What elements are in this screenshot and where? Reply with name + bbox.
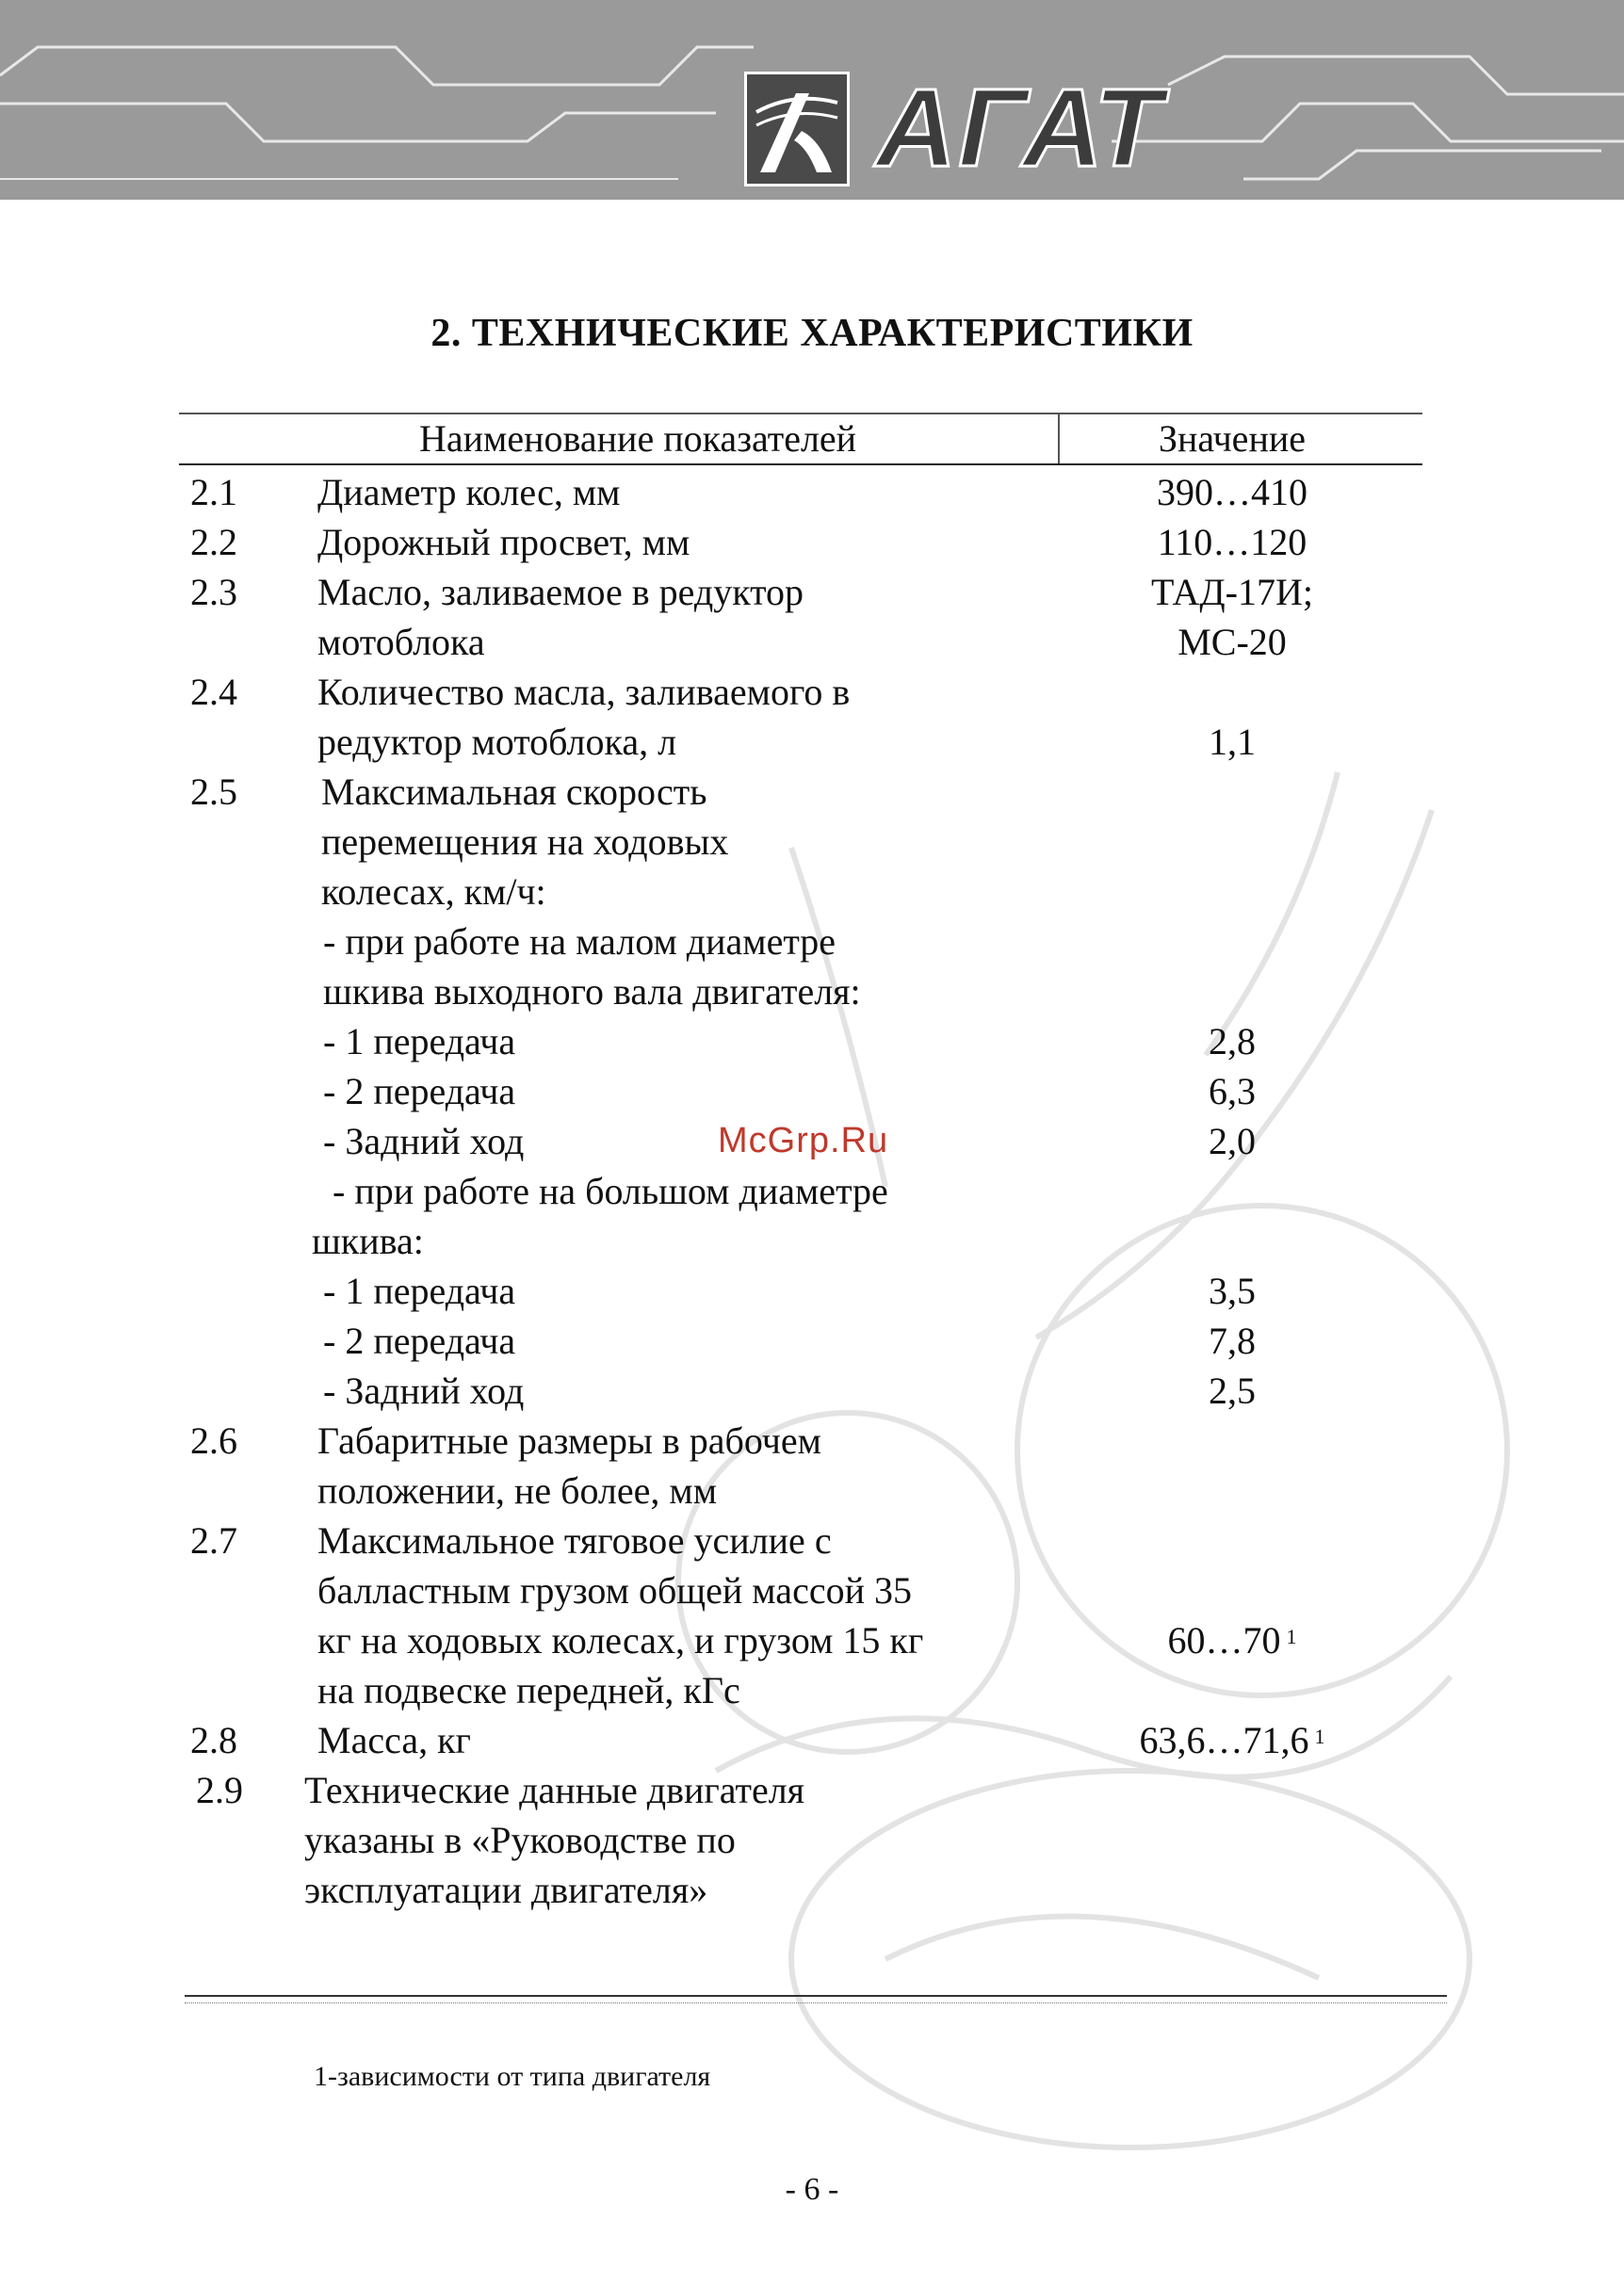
row-label: мотоблока bbox=[317, 621, 485, 663]
gear-label: - 1 передача bbox=[323, 1020, 516, 1062]
row-value bbox=[1058, 1715, 1406, 1765]
row-number: 2.6 bbox=[190, 1419, 237, 1462]
row-label: Габаритные размеры в рабочем bbox=[317, 1419, 821, 1462]
gear-label: - 2 передача bbox=[323, 1320, 516, 1362]
value-text: 60…70 bbox=[1167, 1619, 1281, 1662]
gear-value: 3,5 bbox=[1209, 1270, 1256, 1312]
row-value bbox=[1058, 1615, 1406, 1665]
footnote-marker: 1 bbox=[1314, 1725, 1325, 1748]
row-label: балластным грузом общей массой 35 bbox=[317, 1569, 912, 1612]
section-title: 2. ТЕХНИЧЕСКИЕ ХАРАКТЕРИСТИКИ bbox=[430, 312, 1194, 355]
row-label: колесах, км/ч: bbox=[321, 870, 546, 913]
row-number: 2.5 bbox=[190, 770, 237, 813]
row-value: 110…120 bbox=[1157, 521, 1307, 563]
row-label: Масло, заливаемое в редуктор bbox=[317, 571, 804, 613]
table-header-rule bbox=[179, 463, 1422, 465]
gear-label: - 2 передача bbox=[323, 1070, 516, 1112]
row-number: 2.2 bbox=[190, 521, 237, 563]
gear-value: 6,3 bbox=[1209, 1070, 1256, 1112]
row-label: перемещения на ходовых bbox=[321, 820, 729, 863]
row-number: 2.4 bbox=[190, 671, 237, 713]
footnote-text: 1-зависимости от типа двигателя bbox=[314, 2061, 711, 2092]
logo-emblem-art bbox=[747, 74, 847, 184]
gear-value: 7,8 bbox=[1209, 1320, 1256, 1362]
row-label: на подвеске передней, кГс bbox=[317, 1669, 740, 1711]
footnote-marker: 1 bbox=[1286, 1625, 1297, 1648]
row-value: ТАД-17И; bbox=[1151, 571, 1313, 613]
logo-wordmark: АГАТ bbox=[876, 66, 1164, 190]
sub-heading-line: шкива выходного вала двигателя: bbox=[323, 970, 861, 1013]
row-value: 1,1 bbox=[1209, 721, 1256, 763]
row-label: Дорожный просвет, мм bbox=[317, 521, 690, 563]
gear-value: 2,0 bbox=[1209, 1120, 1256, 1162]
row-number: 2.9 bbox=[196, 1769, 243, 1811]
row-number: 2.3 bbox=[190, 571, 237, 613]
sub-heading-line: - при работе на малом диаметре bbox=[323, 920, 836, 963]
gear-label: - 1 передача bbox=[323, 1270, 516, 1312]
row-value: 390…410 bbox=[1157, 471, 1307, 513]
row-label: положении, не более, мм bbox=[317, 1469, 718, 1512]
row-label: кг на ходовых колесах, и грузом 15 кг bbox=[317, 1619, 924, 1662]
sub-heading-line: шкива: bbox=[312, 1220, 424, 1262]
footnote-separator bbox=[185, 1995, 1447, 2003]
logo-emblem bbox=[744, 72, 850, 186]
row-label: Количество масла, заливаемого в bbox=[317, 671, 851, 713]
row-label: Технические данные двигателя bbox=[304, 1769, 805, 1811]
row-label: Максимальное тяговое усилие с bbox=[317, 1519, 832, 1562]
row-label: Максимальная скорость bbox=[321, 770, 707, 813]
sub-heading-line: - при работе на большом диаметре bbox=[333, 1170, 888, 1212]
row-number: 2.1 bbox=[190, 471, 237, 513]
row-label: Масса, кг bbox=[317, 1719, 471, 1761]
row-label: Диаметр колес, мм bbox=[317, 471, 621, 513]
row-label: указаны в «Руководстве по bbox=[304, 1819, 736, 1861]
row-label: эксплуатации двигателя» bbox=[304, 1869, 708, 1911]
gear-label: - Задний ход bbox=[323, 1370, 525, 1412]
row-number: 2.8 bbox=[190, 1719, 237, 1761]
column-header-name: Наименование показателей bbox=[419, 417, 857, 460]
page-number: - 6 - bbox=[785, 2172, 839, 2207]
row-value: МС-20 bbox=[1177, 621, 1287, 663]
agat-logo bbox=[735, 64, 1187, 192]
watermark-link[interactable]: McGrp.Ru bbox=[718, 1121, 889, 1160]
gear-label: - Задний ход bbox=[323, 1120, 525, 1162]
value-text: 63,6…71,6 bbox=[1139, 1719, 1309, 1761]
row-label: редуктор мотоблока, л bbox=[317, 721, 677, 763]
gear-value: 2,5 bbox=[1209, 1370, 1256, 1412]
column-header-value: Значение bbox=[1158, 417, 1307, 460]
gear-value: 2,8 bbox=[1209, 1020, 1256, 1062]
row-number: 2.7 bbox=[190, 1519, 237, 1562]
